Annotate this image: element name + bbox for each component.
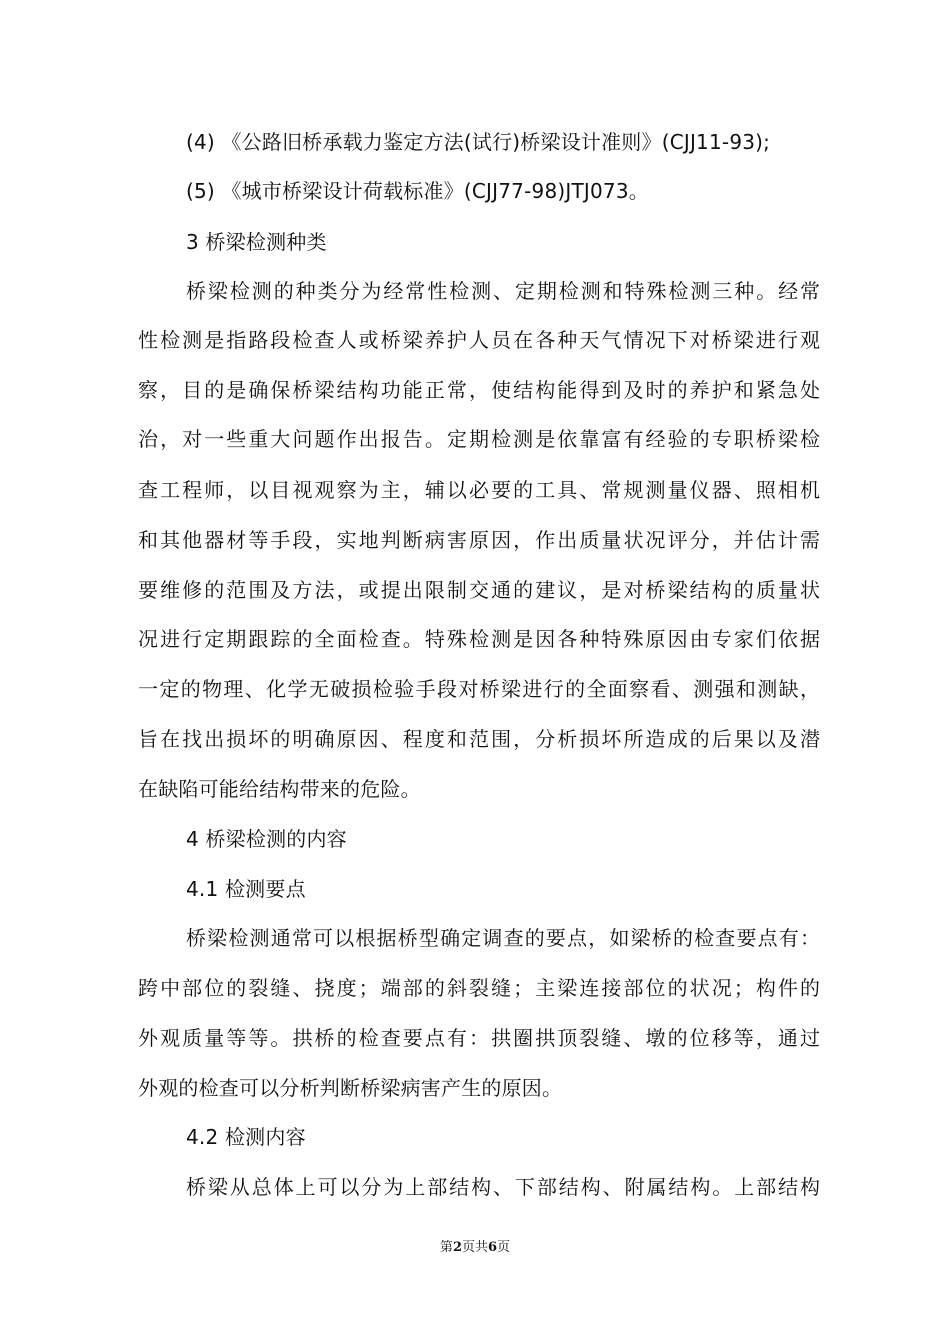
page-footer [0,1239,950,1257]
paragraph-line: 外观的检查可以分析判断桥梁病害产生的原因。 [138,1076,563,1100]
paragraph-line: 一定的物理、化学无破损检验手段对桥梁进行的全面察看、测强和测缺， [138,677,820,701]
paragraph-line: 查工程师，以目视观察为主，辅以必要的工具、常规测量仪器、照相机 [138,478,820,502]
reference-item-4: (4) 《公路旧桥承载力鉴定方法(试行)桥梁设计准则》(CJJ11-93); [186,130,771,154]
section-heading-4: 4 桥梁检测的内容 [186,827,347,851]
paragraph-line: 旨在找出损坏的明确原因、程度和范围，分析损坏所造成的后果以及潜 [138,727,820,751]
reference-item-5: (5) 《城市桥梁设计荷载标准》(CJJ77-98)JTJ073。 [186,179,649,203]
paragraph-line: 和其他器材等手段，实地判断病害原因，作出质量状况评分，并估计需 [138,528,820,552]
paragraph-line: 在缺陷可能给结构带来的危险。 [138,777,421,801]
footer-middle: 页共 [461,1240,488,1255]
paragraph-line: 察，目的是确保桥梁结构功能正常，使结构能得到及时的养护和紧急处 [138,378,820,402]
footer-prefix: 第 [439,1240,453,1255]
footer-suffix: 页 [497,1240,511,1255]
subsection-heading-4-1: 4.1 检测要点 [186,877,306,901]
total-page-count: 6 [488,1240,498,1255]
paragraph-line: 要维修的范围及方法，或提出限制交通的建议，是对桥梁结构的质量状 [138,578,820,602]
paragraph-line: 况进行定期跟踪的全面检查。特殊检测是因各种特殊原因由专家们依据 [138,627,820,651]
paragraph-line: 外观质量等等。拱桥的检查要点有：拱圈拱顶裂缝、墩的位移等，通过 [138,1026,820,1050]
paragraph-line: 性检测是指路段检查人或桥梁养护人员在各种天气情况下对桥梁进行观 [138,328,820,352]
paragraph-line: 桥梁检测的种类分为经常性检测、定期检测和特殊检测三种。经常 [186,279,820,303]
section-heading-3: 3 桥梁检测种类 [186,230,327,254]
paragraph-line: 治，对一些重大问题作出报告。定期检测是依靠富有经验的专职桥梁检 [138,427,820,451]
paragraph-line: 桥梁检测通常可以根据桥型确定调查的要点，如梁桥的检查要点有： [186,926,820,950]
paragraph-line: 桥梁从总体上可以分为上部结构、下部结构、附属结构。上部结构 [186,1175,820,1199]
current-page-number: 2 [452,1240,462,1255]
subsection-heading-4-2: 4.2 检测内容 [186,1125,306,1149]
paragraph-line: 跨中部位的裂缝、挠度；端部的斜裂缝；主梁连接部位的状况；构件的 [138,976,820,1000]
